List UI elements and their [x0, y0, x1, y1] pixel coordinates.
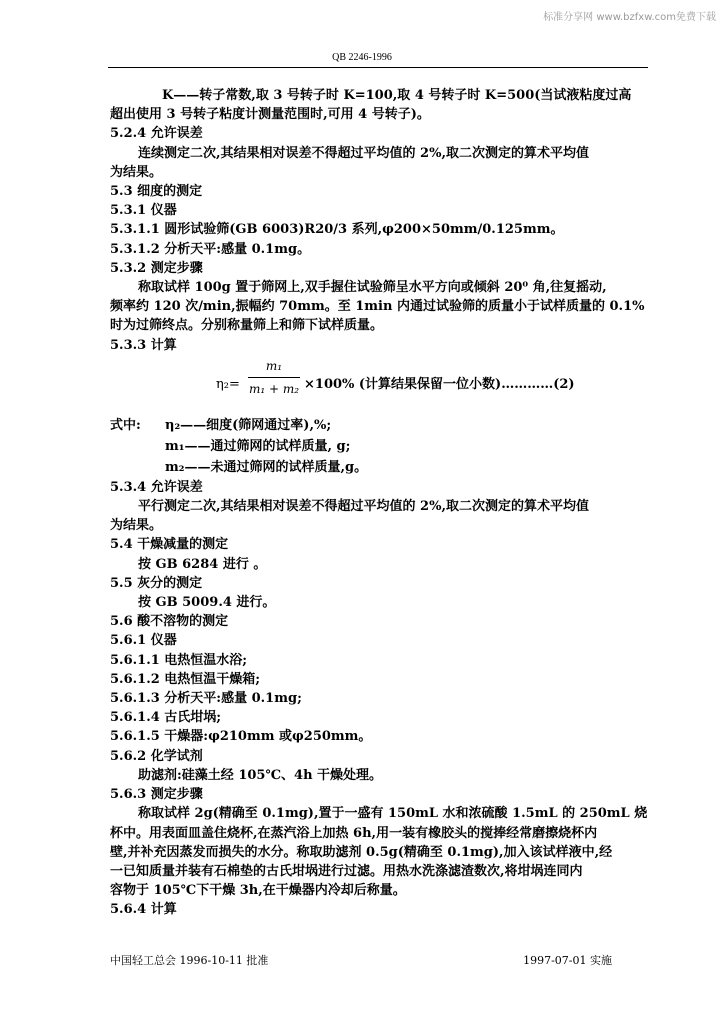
section-heading: 5.6 酸不溶物的测定: [110, 614, 229, 630]
fraction-bar: [248, 377, 300, 378]
paragraph-line: 容物于 105℃下干燥 3h,在干燥器内冷却后称量。: [110, 883, 406, 899]
paragraph-line: 称取试样 100g 置于筛网上,双手握住试验筛呈水平方向或倾斜 20⁰ 角,往复摇动,: [138, 280, 607, 296]
formula-rest: ×100% (计算结果保留一位小数)…………(2): [304, 376, 575, 392]
formula-lhs: η₂=: [216, 376, 240, 392]
section-heading: 5.4 干燥减量的测定: [110, 537, 229, 553]
section-heading: 5.3.3 计算: [110, 337, 177, 353]
definition-symbol: η₂: [165, 417, 181, 433]
formula-fineness: [110, 357, 650, 411]
paragraph-line: 频率约 120 次/min,振幅约 70mm。至 1min 内通过试验筛的质量小于试样质量的 0.1%: [110, 299, 645, 315]
formula-fraction: [248, 357, 300, 398]
footer-approval: 中国轻工总会 1996-10-11 批准: [110, 954, 269, 967]
paragraph-line: 为结果。: [110, 518, 163, 534]
text-line: K——转子常数,取 3 号转子时 K=100,取 4 号转子时 K=500(当试液粘度过高: [162, 88, 632, 103]
definition-text: ——细度(筛网通过率),%;: [180, 417, 332, 433]
text-line: 超出使用 3 号转子粘度计测量范围时,可用 4 号转子)。: [110, 107, 430, 123]
paragraph-line: 壁,并补充因蒸发而损失的水分。称取助滤剂 0.5g(精确至 0.1mg),加入该试样液中,经: [110, 844, 613, 860]
paragraph-line: 时为过筛终点。分别称量筛上和筛下试样质量。: [110, 318, 384, 334]
definition-symbol: m₁: [165, 438, 185, 454]
section-heading: 5.6.3 测定步骤: [110, 787, 203, 803]
paragraph-line: 杯中。用表面皿盖住烧杯,在蒸汽浴上加热 6h,用一装有橡胶头的搅捧经常磨擦烧杯内: [110, 825, 598, 841]
definition-text: ——未通过筛网的试样质量,g。: [184, 459, 368, 475]
list-item: 5.6.1.3 分析天平:感量 0.1mg;: [110, 691, 302, 707]
definitions: [110, 415, 650, 478]
paragraph-line: 为结果。: [110, 164, 163, 180]
paragraph-line: 平行测定二次,其结果相对误差不得超过平均值的 2%,取二次测定的算术平均值: [138, 499, 589, 515]
section-heading: 5.2.4 允许误差: [110, 126, 203, 142]
definition-label: 式中:: [110, 417, 141, 433]
list-item: 5.3.1.2 分析天平:感量 0.1mg。: [110, 241, 311, 257]
definition-symbol: m₂: [165, 459, 185, 475]
definition-row: [110, 457, 650, 478]
formula-denominator: m₁ + m₂: [248, 381, 300, 396]
paragraph-line: 按 GB 6284 进行 。: [138, 556, 267, 572]
watermark: 标准分享网 www.bzfxw.com免费下载: [543, 12, 716, 23]
section-heading: 5.3.1 仪器: [110, 203, 177, 219]
list-item: 5.6.1.1 电热恒温水浴;: [110, 652, 248, 668]
paragraph-line: 助滤剂:硅藻土经 105℃、4h 干燥处理。: [138, 767, 383, 783]
section-heading: 5.6.2 化学试剂: [110, 748, 203, 764]
header-rule: [108, 67, 648, 68]
section-heading: 5.6.4 计算: [110, 902, 177, 918]
list-item: 5.6.1.4 古氏坩埚;: [110, 710, 222, 726]
list-item: 5.6.1.2 电热恒温干燥箱;: [110, 671, 261, 687]
list-item: 5.3.1.1 圆形试验筛(GB 6003)R20/3 系列,φ200×50mm/0.125mm。: [110, 222, 564, 238]
list-item: 5.6.1.5 干燥器:φ210mm 或φ250mm。: [110, 729, 372, 745]
document-body: [110, 86, 650, 920]
section-heading: 5.3 细度的测定: [110, 184, 203, 200]
section-heading: 5.5 灰分的测定: [110, 575, 203, 591]
definition-text: ——通过筛网的试样质量, g;: [184, 438, 351, 454]
section-heading: 5.6.1 仪器: [110, 633, 177, 649]
formula-numerator: m₁: [265, 358, 283, 373]
standard-code-header: QB 2246-1996: [332, 52, 392, 63]
paragraph-line: 称取试样 2g(精确至 0.1mg),置于一盛有 150mL 水和浓硫酸 1.5mL 的 250mL 烧: [138, 806, 648, 822]
definition-row: [110, 436, 650, 457]
section-heading: 5.3.2 测定步骤: [110, 260, 203, 276]
footer-implementation: 1997-07-01 实施: [523, 954, 612, 967]
paragraph-line: 按 GB 5009.4 进行。: [138, 595, 276, 611]
paragraph-line: 一已知质量并装有石棉垫的古氏坩埚进行过滤。用热水洗涤滤渣数次,将坩埚连同内: [110, 863, 583, 879]
paragraph-line: 连续测定二次,其结果相对误差不得超过平均值的 2%,取二次测定的算术平均值: [138, 145, 589, 161]
definition-row: [110, 415, 650, 436]
section-heading: 5.3.4 允许误差: [110, 479, 203, 495]
